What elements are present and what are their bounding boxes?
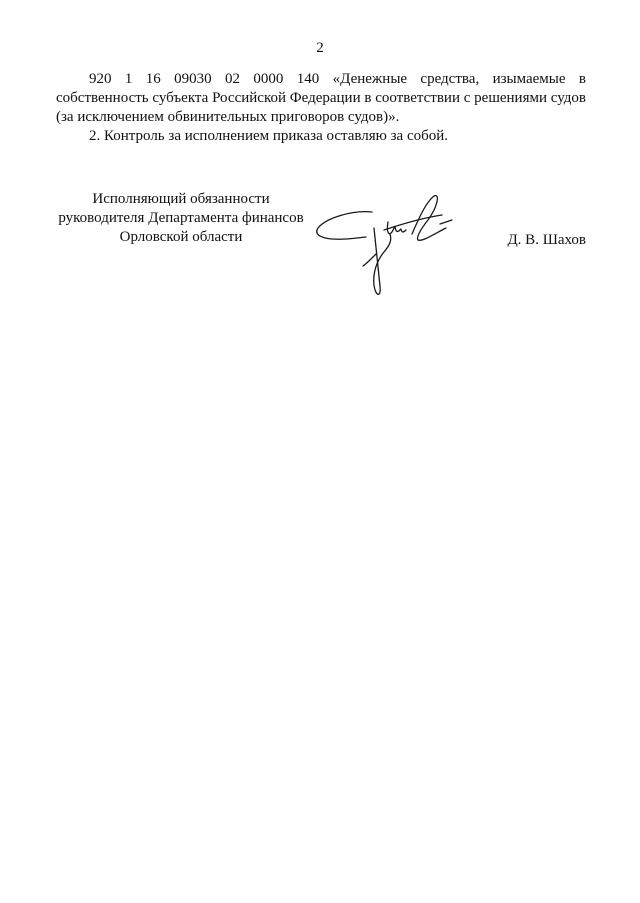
signer-name: Д. В. Шахов	[507, 232, 586, 248]
signature-block	[56, 190, 586, 310]
page-number: 2	[316, 40, 324, 56]
handwritten-signature	[314, 190, 464, 300]
signer-title-line: руководителя Департамента финансов	[58, 210, 304, 226]
signer-title	[56, 190, 306, 247]
paragraph-budget-code: 920 1 16 09030 02 0000 140 «Денежные средства, изымаемые в собственность субъекта Российской Федерации в соответствии с решениями судов (за исключением обвинительных приговоров судов)».	[56, 71, 586, 125]
signer-title-line: Орловской области	[119, 229, 243, 245]
signer-title-line: Исполняющий обязанности	[92, 191, 270, 207]
paragraph-control: 2. Контроль за исполнением приказа оставляю за собой.	[89, 128, 449, 144]
document-body	[56, 70, 586, 146]
